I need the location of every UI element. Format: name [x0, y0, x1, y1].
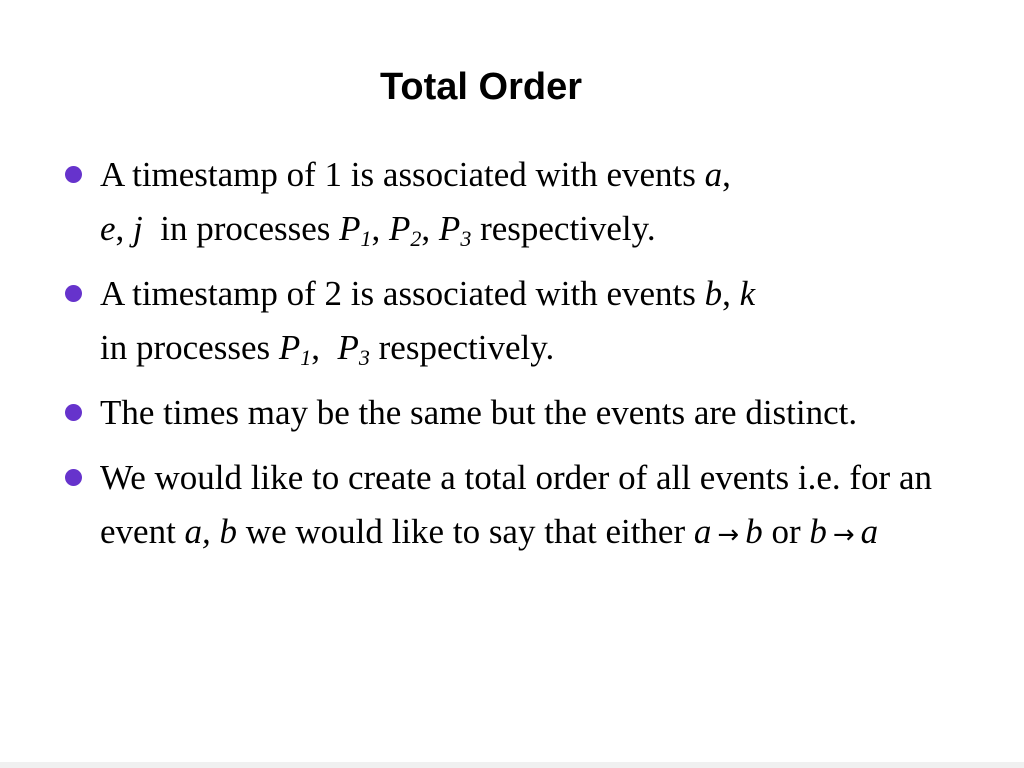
- punct: ,: [115, 209, 125, 248]
- event-j: j: [133, 209, 143, 248]
- process-p1: P: [278, 328, 301, 367]
- bullet-item-4: [60, 451, 980, 562]
- bottom-divider: [0, 762, 1024, 768]
- bullet-dot-icon: [65, 285, 82, 302]
- text-run: A timestamp of 1 is associated with events: [100, 155, 696, 194]
- punct: ,: [371, 209, 381, 248]
- slide-title: Total Order: [380, 66, 582, 108]
- text-run: we would like to say that either: [245, 512, 686, 551]
- event-b: b: [745, 512, 763, 551]
- event-e: e: [100, 209, 116, 248]
- event-a: a: [860, 512, 879, 551]
- bullet-text: [100, 458, 932, 551]
- text-run: in processes: [100, 328, 271, 367]
- punct: ,: [722, 274, 731, 313]
- text-run: or: [771, 512, 801, 551]
- subscript: 1: [360, 226, 372, 251]
- event-a-b: a, b: [184, 512, 238, 551]
- text-run: A timestamp of 2 is associated with events: [100, 274, 696, 313]
- bullet-list: [60, 148, 980, 573]
- bullet-dot-icon: [65, 404, 82, 421]
- process-p2: P: [389, 209, 411, 248]
- process-p1: P: [339, 209, 361, 248]
- bullet-text: The times may be the same but the events are distinct.: [100, 393, 858, 432]
- right-arrow-icon: →: [832, 520, 855, 550]
- bullet-dot-icon: [65, 469, 82, 486]
- bullet-item-2: [60, 267, 980, 375]
- bullet-text: [100, 274, 756, 370]
- bullet-item-3: [60, 386, 980, 440]
- subscript: 3: [460, 226, 472, 251]
- text-run: respectively.: [378, 328, 555, 367]
- text-run: We would like to create a total order of all events i.e. for an event: [100, 458, 932, 551]
- event-b: b: [704, 274, 723, 313]
- subscript: 1: [300, 345, 312, 370]
- event-b: b: [809, 512, 827, 551]
- event-k: k: [739, 274, 756, 313]
- text-run: respectively.: [480, 209, 656, 248]
- process-p3: P: [438, 209, 461, 248]
- process-p3: P: [337, 328, 359, 367]
- punct: ,: [722, 155, 731, 194]
- subscript: 2: [410, 226, 422, 251]
- bullet-item-1: [60, 148, 980, 256]
- punct: ,: [421, 209, 431, 248]
- right-arrow-icon: →: [717, 520, 740, 550]
- event-a: a: [693, 512, 712, 551]
- event-a: a: [704, 155, 723, 194]
- text-run: in processes: [160, 209, 331, 248]
- bullet-dot-icon: [65, 166, 82, 183]
- bullet-text: [100, 155, 731, 251]
- punct: ,: [311, 328, 320, 367]
- subscript: 3: [358, 345, 370, 370]
